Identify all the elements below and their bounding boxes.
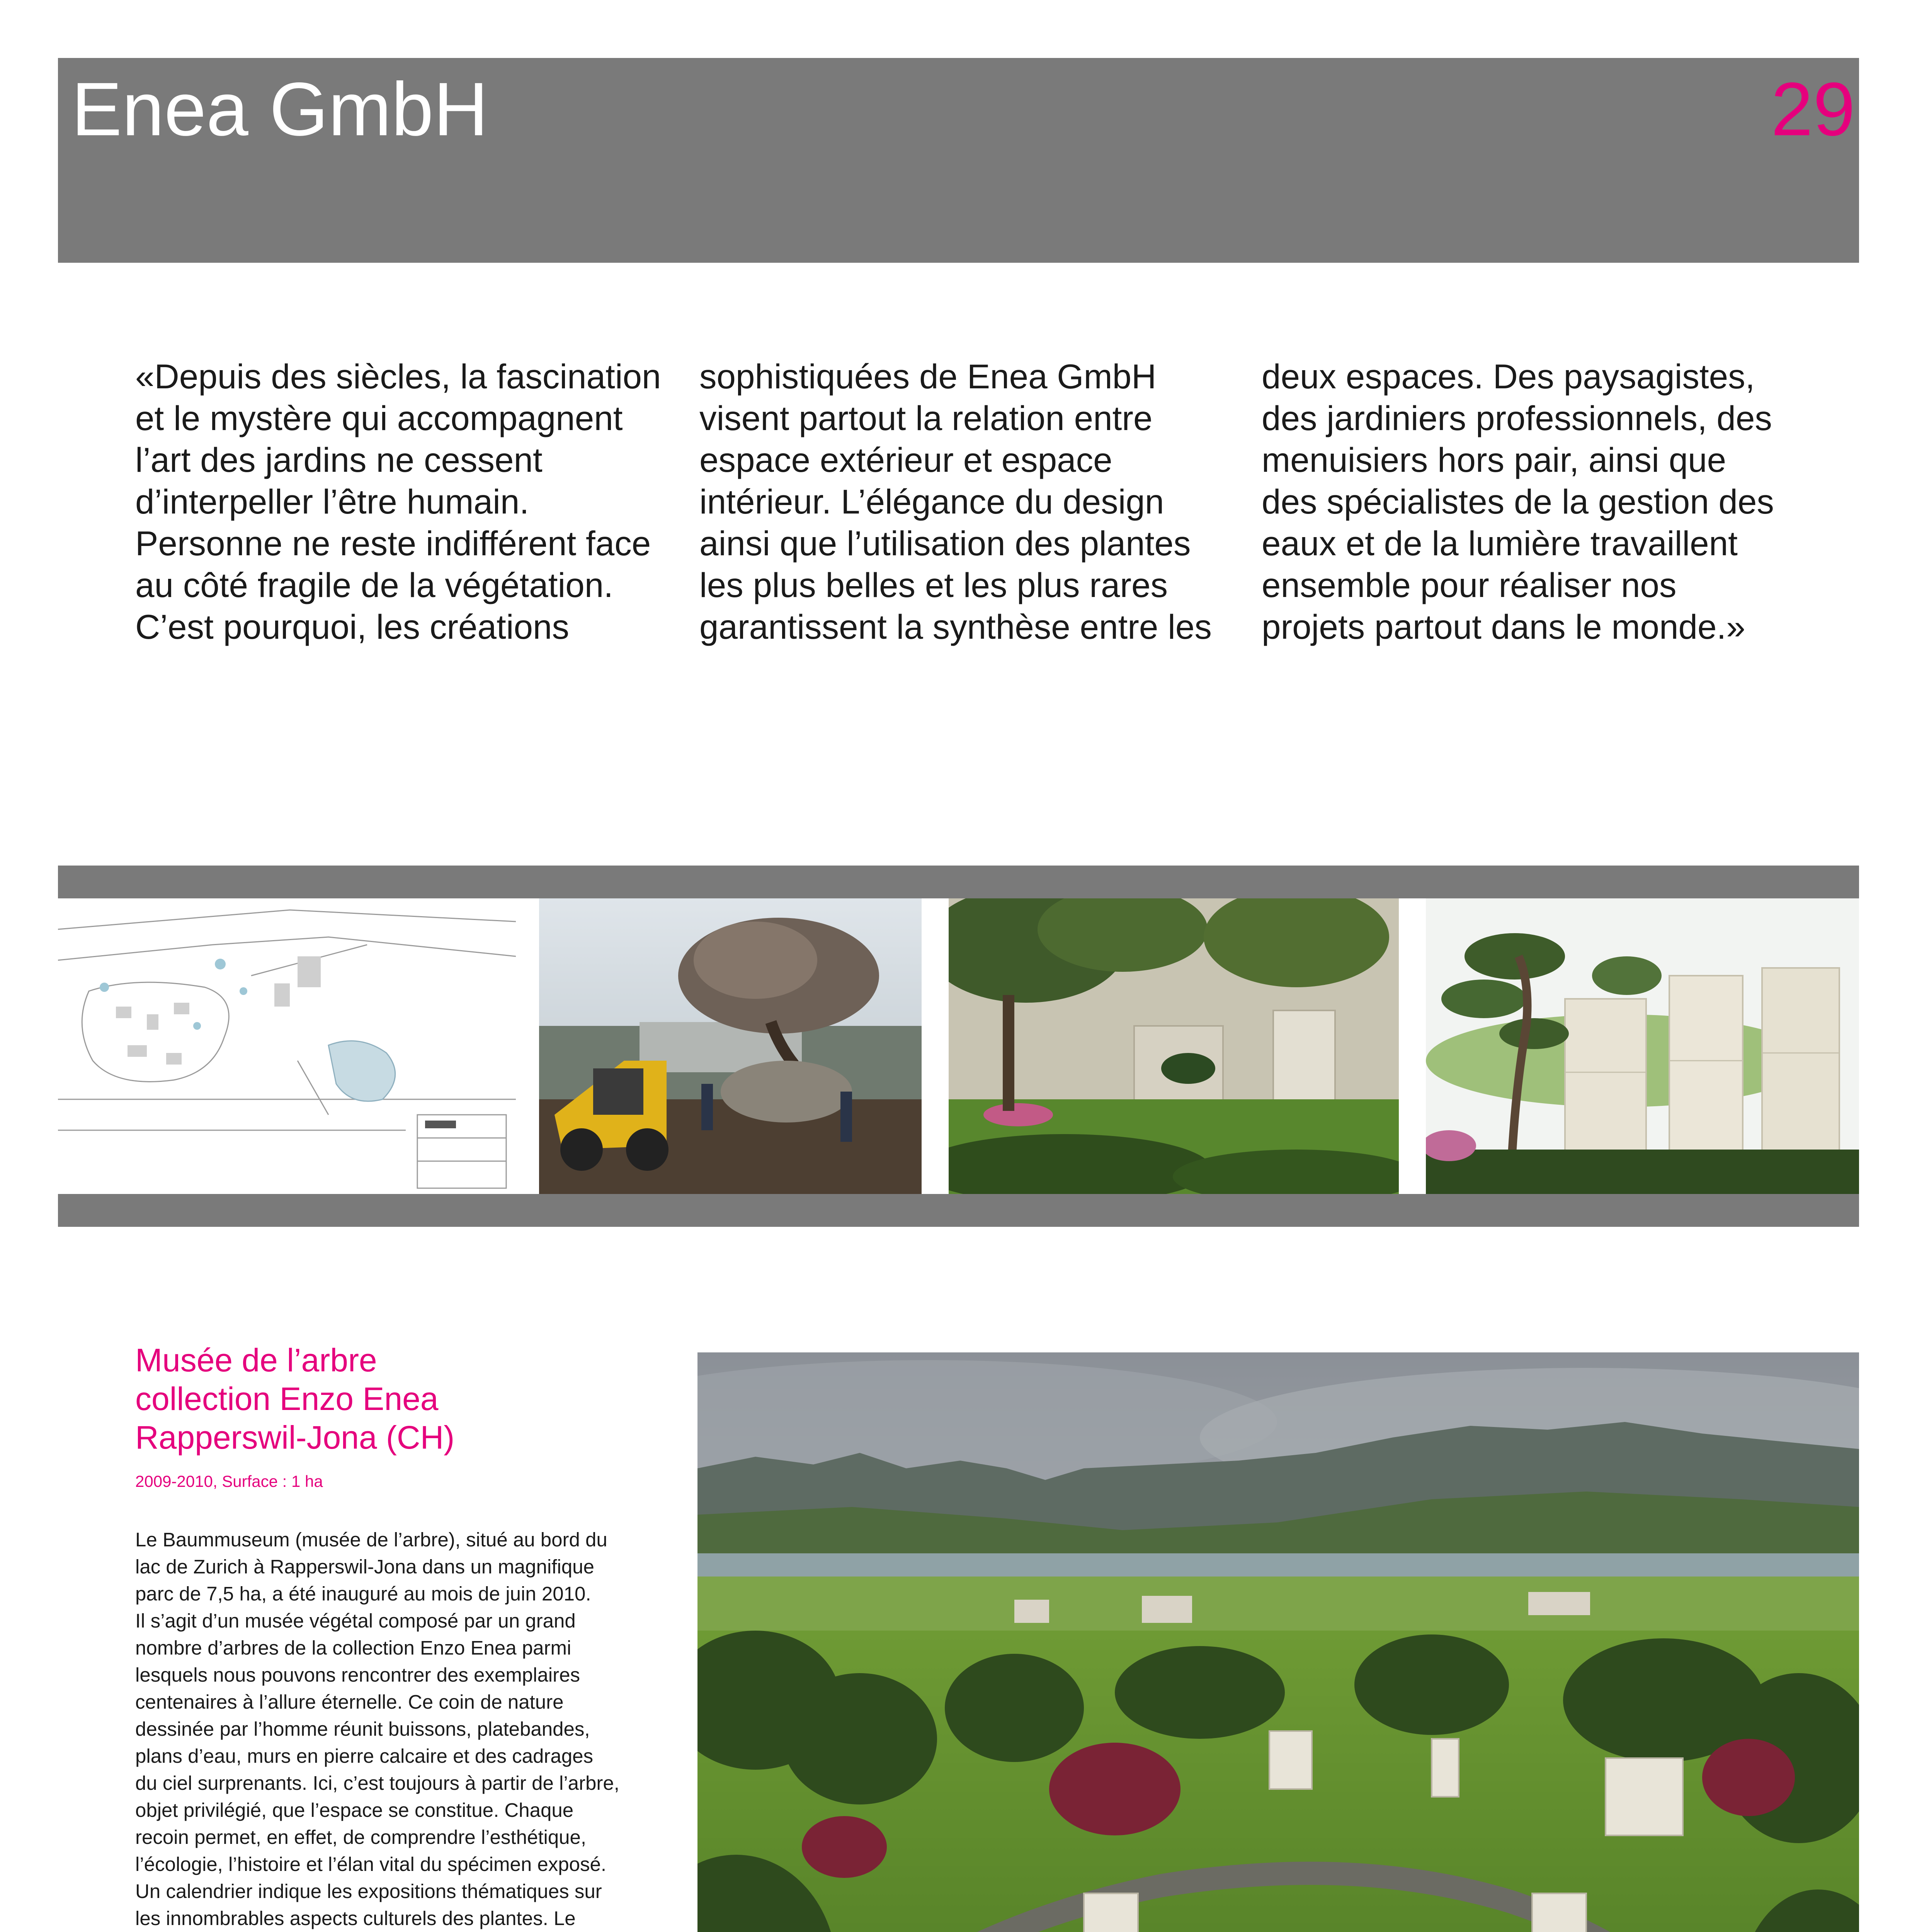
quote-line: deux espaces. Des paysagistes,	[1262, 357, 1755, 396]
quote-line: sophistiquées de Enea GmbH	[699, 357, 1157, 396]
body-line: lac de Zurich à Rapperswil-Jona dans un magnifique	[135, 1556, 594, 1578]
museum-title	[135, 1341, 676, 1457]
quote-line: projets partout dans le monde.»	[1262, 607, 1745, 646]
body-line: lesquels nous pouvons rencontrer des exemplaires	[135, 1664, 580, 1686]
quote-line: au côté fragile de la végétation.	[135, 566, 613, 604]
body-line: recoin permet, en effet, de comprendre l’esthétique,	[135, 1826, 587, 1848]
quote-line: l’art des jardins ne cessent	[135, 440, 543, 479]
museum-meta: 2009-2010, Surface : 1 ha	[135, 1472, 323, 1490]
quote-line: les plus belles et les plus rares	[699, 566, 1168, 604]
body-line: Il s’agit d’un musée végétal composé par un grand	[135, 1610, 576, 1632]
museum-title-line: Musée de l’arbre	[135, 1342, 377, 1378]
page-title: Enea GmbH	[71, 67, 488, 151]
museum-title-line: collection Enzo Enea	[135, 1381, 439, 1417]
quote-line: et le mystère qui accompagnent	[135, 399, 623, 437]
quote-line: «Depuis des siècles, la fascination	[135, 357, 661, 396]
page-number: 29	[1771, 67, 1855, 151]
quote-column-3	[1262, 355, 1810, 648]
body-line: Un calendrier indique les expositions thématiques sur	[135, 1880, 602, 1902]
museum-title-line: Rapperswil-Jona (CH)	[135, 1419, 455, 1456]
quote-column-1	[135, 355, 684, 648]
quote-column-2	[699, 355, 1248, 648]
body-line: Le Baummuseum (musée de l’arbre), situé au bord du	[135, 1529, 607, 1551]
body-line: les innombrables aspects culturels des plantes. Le	[135, 1907, 576, 1929]
bonsai-garden-photo	[1426, 898, 1859, 1194]
body-line: nombre d’arbres de la collection Enzo Enea parmi	[135, 1637, 572, 1659]
museum-panorama-photo	[697, 1352, 1859, 1932]
quote-line: ensemble pour réaliser nos	[1262, 566, 1677, 604]
quote-line: des spécialistes de la gestion des	[1262, 482, 1774, 521]
museum-description	[135, 1526, 676, 1932]
body-line: l’écologie, l’histoire et l’élan vital du spécimen exposé.	[135, 1853, 606, 1875]
garden-monoliths-photo	[949, 898, 1399, 1194]
quote-line: des jardiniers professionnels, des	[1262, 399, 1772, 437]
photo-strip-bottom-band	[58, 1194, 1859, 1227]
photo-strip-top-band	[58, 866, 1859, 898]
quote-line: garantissent la synthèse entre les	[699, 607, 1212, 646]
quote-line: C’est pourquoi, les créations	[135, 607, 569, 646]
quote-line: eaux et de la lumière travaillent	[1262, 524, 1738, 563]
quote-line: espace extérieur et espace	[699, 440, 1112, 479]
quote-line: visent partout la relation entre	[699, 399, 1153, 437]
quote-line: menuisiers hors pair, ainsi que	[1262, 440, 1726, 479]
body-line: du ciel surprenants. Ici, c’est toujours à partir de l’arbre,	[135, 1772, 619, 1794]
tree-transplant-photo	[539, 898, 922, 1194]
quote-line: d’interpeller l’être humain.	[135, 482, 529, 521]
body-line: dessinée par l’homme réunit buissons, platebandes,	[135, 1718, 590, 1740]
site-plan-drawing	[58, 898, 516, 1194]
body-line: plans d’eau, murs en pierre calcaire et des cadrages	[135, 1745, 593, 1767]
body-line: centenaires à l’allure éternelle. Ce coin de nature	[135, 1691, 564, 1713]
quote-line: ainsi que l’utilisation des plantes	[699, 524, 1191, 563]
quote-line: intérieur. L’élégance du design	[699, 482, 1164, 521]
quote-line: Personne ne reste indifférent face	[135, 524, 651, 563]
body-line: parc de 7,5 ha, a été inauguré au mois de juin 2010.	[135, 1583, 591, 1605]
body-line: objet privilégié, que l’espace se constitue. Chaque	[135, 1799, 574, 1821]
